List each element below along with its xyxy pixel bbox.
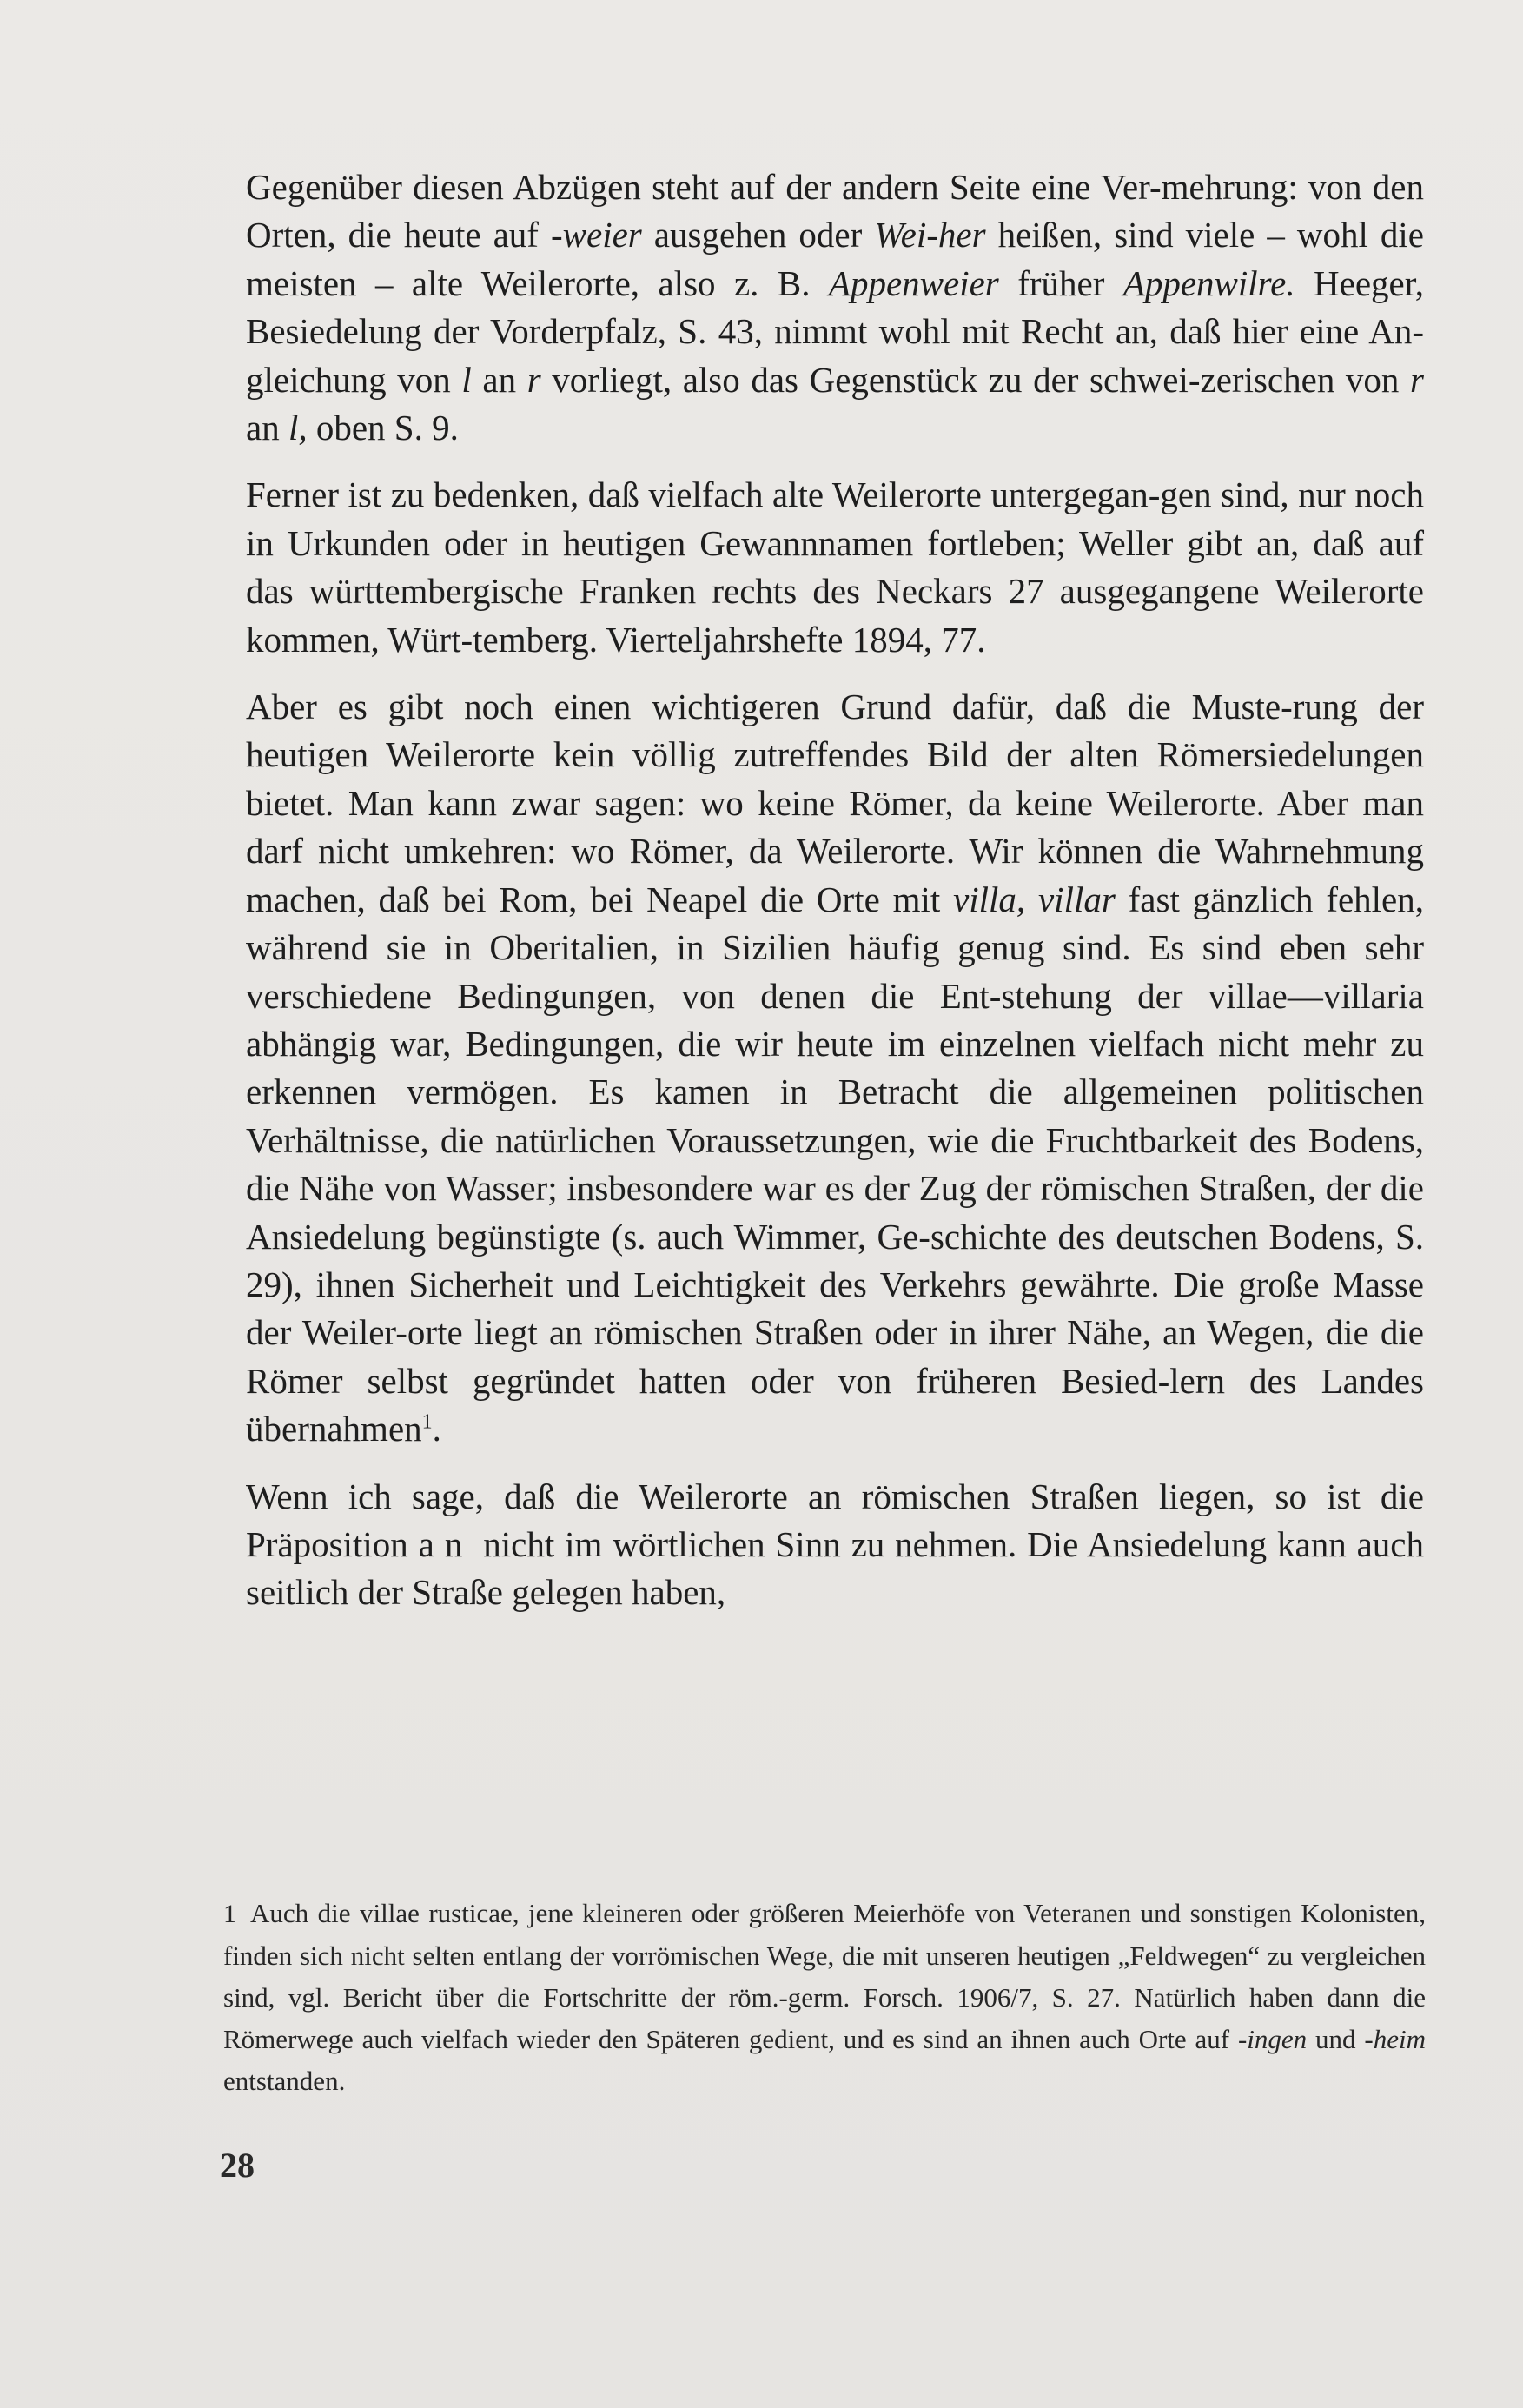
italic-text: r (526, 359, 541, 400)
italic-text: -weier (551, 215, 642, 255)
paragraph (246, 163, 1424, 452)
text-segment: Aber es gibt noch einen wichtigeren Grund dafür, daß die Muste-rung der heutigen Weilerorte kein völlig zutreffendes Bild der alten Römersiedelungen bietet. Man kann zwar sagen: wo keine Römer, da keine Weilerorte. Aber man darf nicht umkehren: wo Römer, da Weilerorte. Wir können die Wahrnehmung machen, daß bei Rom, bei Neapel die Orte mit (246, 687, 1424, 919)
italic-text: l, (288, 408, 308, 448)
footnotes (223, 1893, 1426, 2102)
italic-text: Wei-her (874, 215, 986, 255)
italic-text: Appenwilre. (1122, 262, 1295, 303)
italic-text: Appenweier (828, 262, 999, 303)
text-segment: und (1307, 2024, 1365, 2054)
text-segment: . (432, 1409, 441, 1449)
text-segment: Gegenüber diesen Abzügen steht auf der andern Seite eine Ver-mehrung: von den Orten, die heute auf (246, 167, 1424, 255)
text-segment: Wenn ich sage, daß die Weilerorte an römischen Straßen liegen, so ist die Präposition (246, 1476, 1424, 1564)
text-segment: nicht im wörtlichen Sinn zu nehmen. Die Ansiedelung kann auch seitlich der Straße gelegen haben, (246, 1523, 1424, 1613)
text-segment: Heeger, Besiedelung der Vorderpfalz, S. 43, nimmt wohl mit Recht an, daß hier eine An-gleichung von (246, 262, 1424, 400)
text-segment: an (471, 359, 527, 400)
text-segment: vorliegt, also das Gegenstück zu der schwei-zerischen von (540, 359, 1411, 400)
text-segment: entstanden. (223, 2066, 346, 2096)
footnote-marker: 1 (223, 1900, 236, 1928)
paragraph (246, 1473, 1424, 1617)
paragraph (246, 471, 1424, 664)
text-segment: heißen, sind viele – wohl die meisten – alte Weilerorte, also z. B. (246, 215, 1425, 303)
page-number: 28 (220, 2146, 255, 2185)
footnote (223, 1893, 1426, 2102)
italic-text: r (1410, 359, 1424, 400)
italic-text: -ingen (1237, 2024, 1308, 2054)
text-segment: Auch die villae rusticae, jene kleineren oder größeren Meierhöfe von Veteranen und sonstigen Kolonisten, finden sich nicht selten entlang der vorrömischen Wege, die mit unseren heutigen „Feldwegen“ zu vergleichen sind, vgl. Bericht über die Fortschritte der röm.-germ. Forsch. 1906/7, S. 27. Natürlich haben dann die Römerwege auch vielfach wieder den Späteren gedient, und es sind an ihnen auch Orte auf (223, 1898, 1426, 2054)
text-segment: Ferner ist zu bedenken, daß vielfach alte Weilerorte untergegan-gen sind, nur noch in Urkunden oder in heutigen Gewannnamen fortleben; Weller gibt an, daß auf das württembergische Franken rechts des Neckars 27 ausgegangene Weilerorte kommen, Würt-temberg. Vierteljahrshefte 1894, 77. (246, 474, 1424, 660)
footnote-reference: 1 (421, 1410, 433, 1434)
text-segment: an (246, 408, 288, 448)
text-segment: an (418, 1523, 473, 1564)
text-segment: fast gänzlich fehlen, während sie in Oberitalien, in Sizilien häufig genug sind. Es sind eben sehr verschiedene Bedingungen, von denen die Ent-stehung der villae—villaria abhängig war, Bedingungen, die wir heute im einzelnen vielfach nicht mehr zu erkennen vermögen. Es kamen in Betracht die allgemeinen politischen Verhältnisse, die natürlichen Voraussetzungen, wie die Fruchtbarkeit des Bodens, die Nähe von Wasser; insbesondere war es der Zug der römischen Straßen, der die Ansiedelung begünstigte (s. auch Wimmer, Ge-schichte des deutschen Bodens, S. 29), ihnen Sicherheit und Leichtigkeit des Verkehrs gewährte. Die große Masse der Weiler-orte liegt an römischen Straßen oder in ihrer Nähe, an Wegen, die die Römer selbst gegründet hatten oder von früheren Besied-lern des Landes übernahmen (246, 879, 1425, 1449)
italic-text: l (461, 359, 472, 400)
text-segment: oben S. 9. (307, 408, 459, 448)
italic-text: -heim (1364, 2024, 1426, 2054)
body-text (246, 163, 1424, 1636)
paragraph (246, 683, 1424, 1454)
italic-text: villa, villar (953, 879, 1116, 919)
text-segment: früher (998, 262, 1123, 303)
text-segment: ausgehen oder (641, 215, 875, 255)
